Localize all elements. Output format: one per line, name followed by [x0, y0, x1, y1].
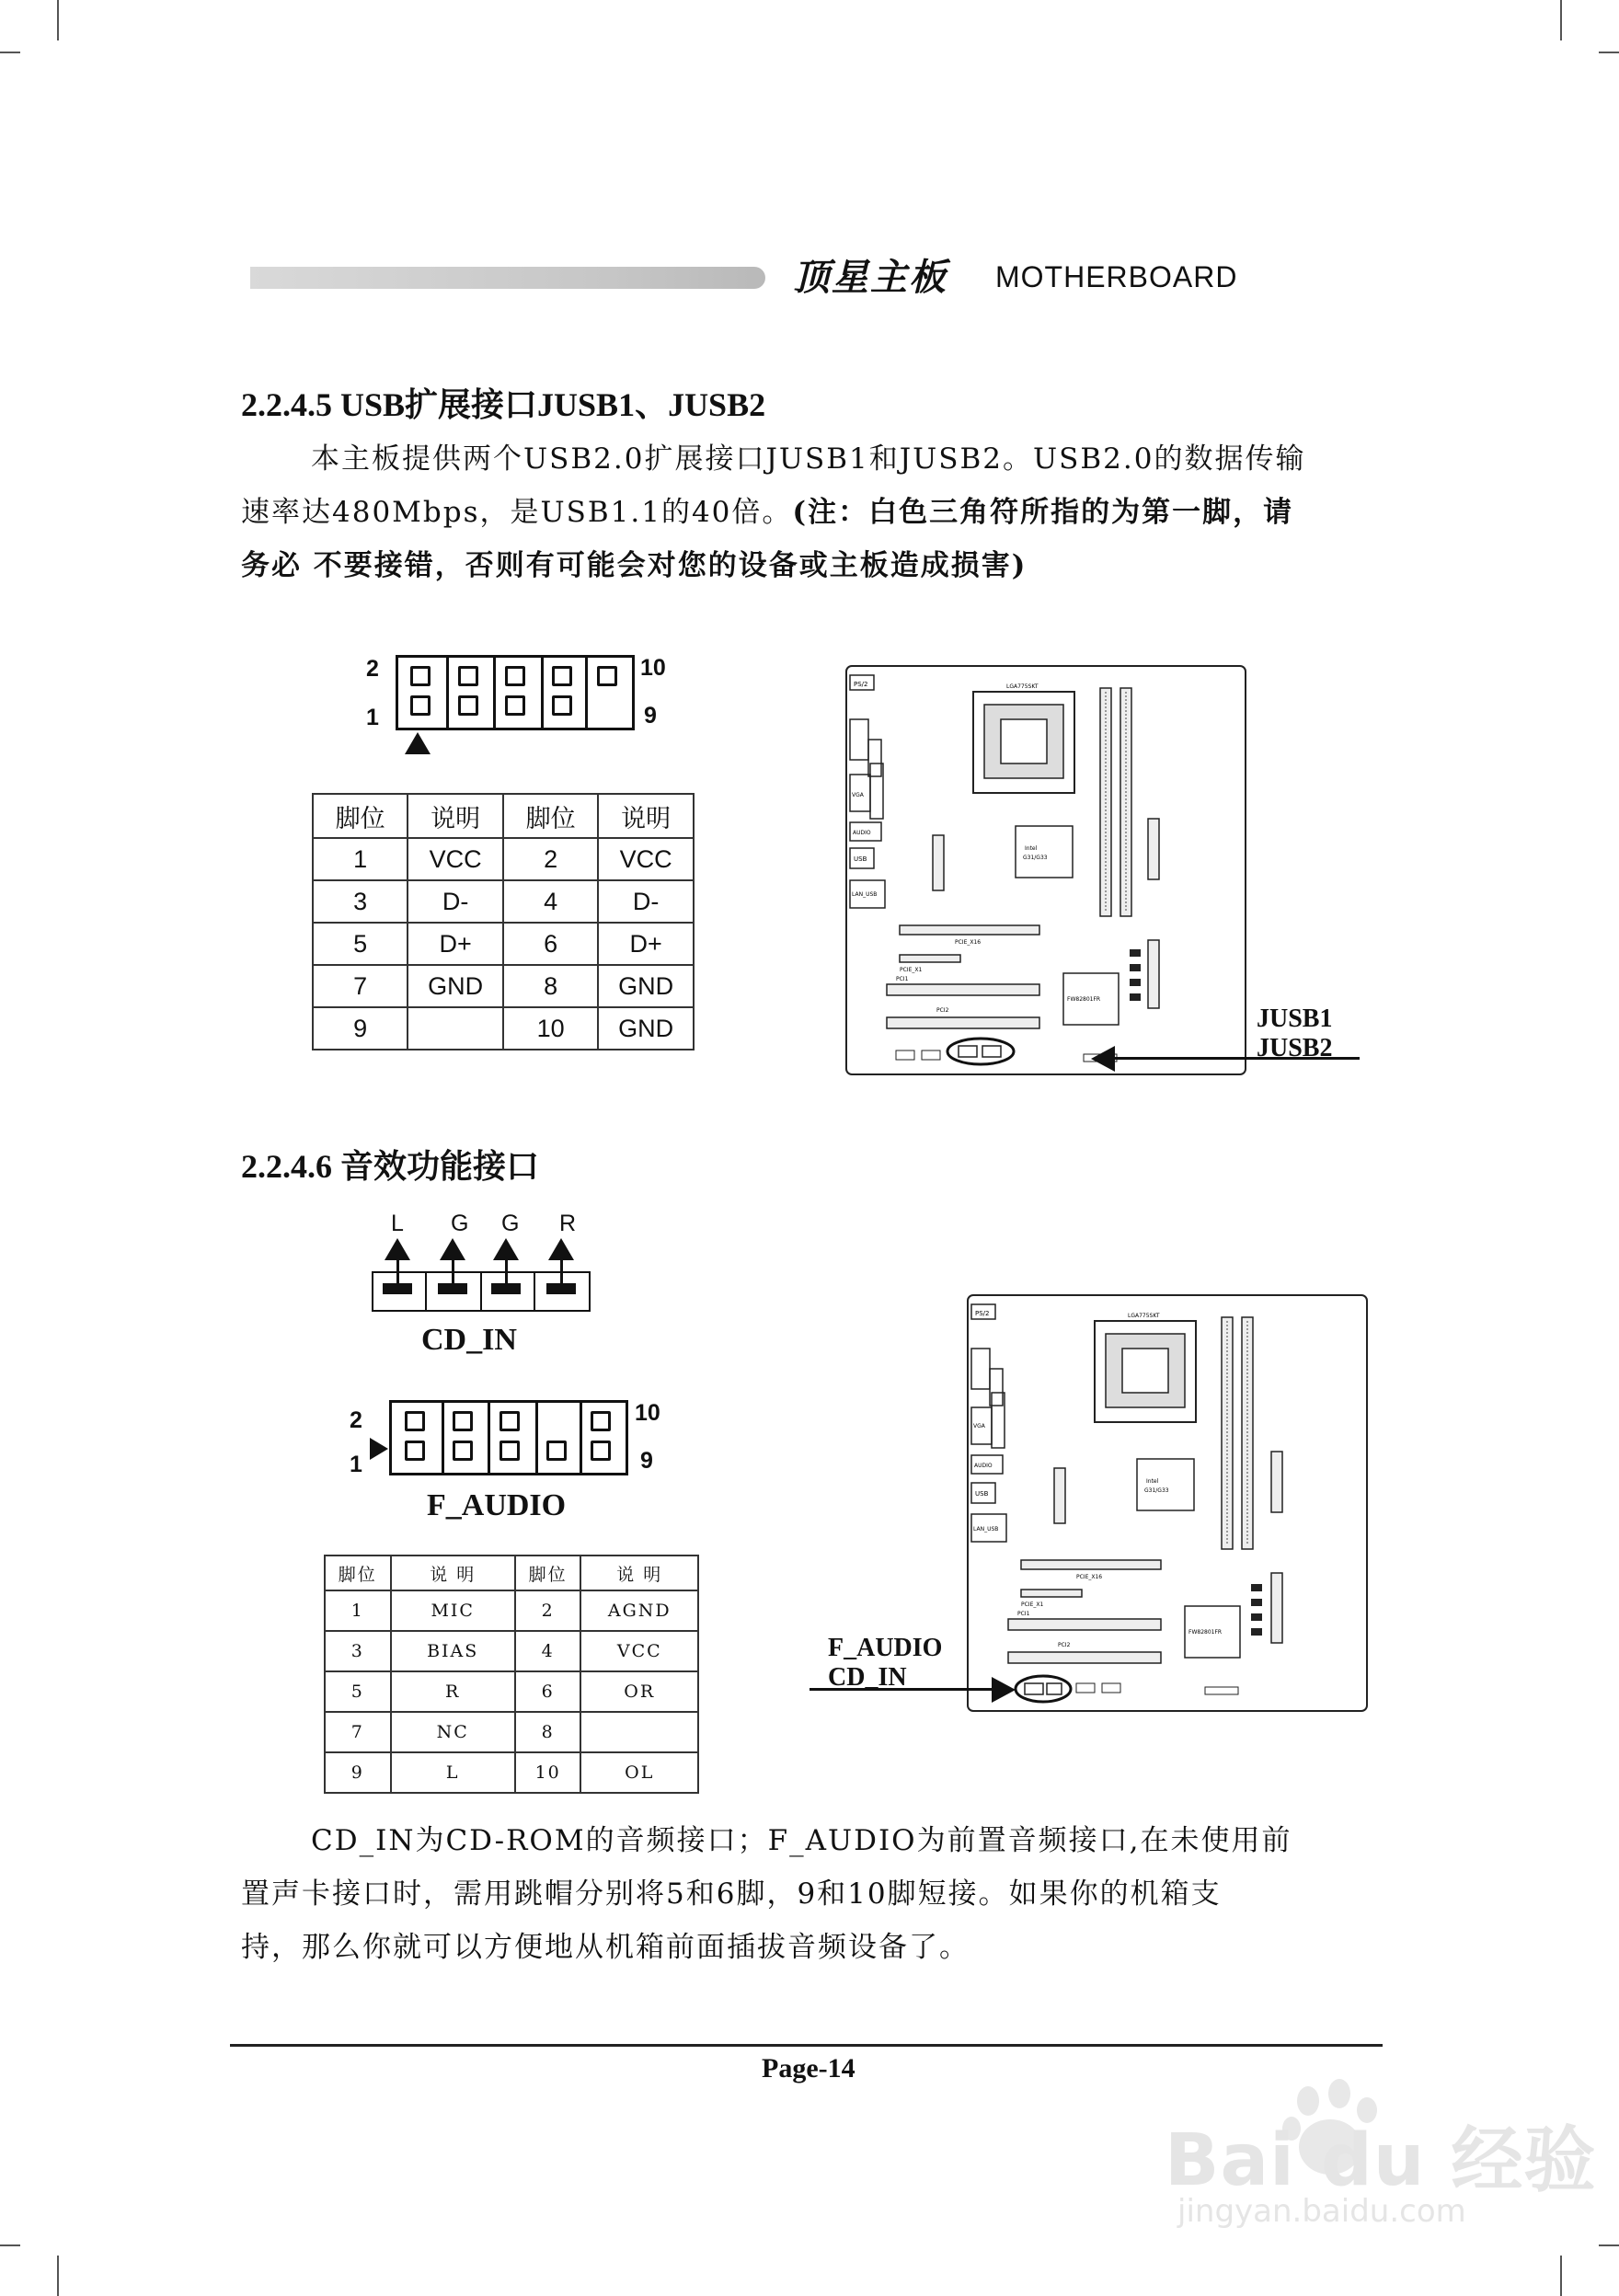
- crop-mark: [0, 52, 20, 53]
- table-cell: D+: [598, 923, 694, 965]
- usb-para-text: 速率达480Mbps，是USB1.1的40倍。: [241, 496, 793, 529]
- table-cell: 8: [503, 965, 598, 1007]
- arrow-stem: [396, 1258, 399, 1284]
- usb-callout-label: JUSB2: [1257, 1034, 1333, 1062]
- table-cell: [408, 1007, 503, 1050]
- table-cell: AGND: [580, 1590, 698, 1631]
- mb-label: VGA: [973, 1423, 985, 1429]
- table-cell: BIAS: [391, 1631, 515, 1671]
- mb-label: LAN_USB: [973, 1526, 999, 1533]
- mb-label: PS/2: [975, 1310, 990, 1317]
- table-cell: 7: [313, 965, 408, 1007]
- audio-para-line: 置声卡接口时，需用跳帽分别将5和6脚，9和10脚短接。如果你的机箱支: [241, 1877, 1222, 1911]
- mb-label: PCI1: [1017, 1611, 1030, 1617]
- table-cell: NC: [391, 1712, 515, 1752]
- usb-pin-divider: [541, 655, 544, 730]
- table-row: [325, 1712, 698, 1752]
- pin-label: 2: [350, 1407, 362, 1433]
- audio-para-line: CD_IN为CD-ROM的音频接口；F_AUDIO为前置音频接口,在未使用前: [311, 1824, 1292, 1857]
- pin-label: 10: [640, 655, 666, 681]
- table-cell: [580, 1712, 698, 1752]
- table-cell: 2: [515, 1590, 581, 1631]
- f-audio-pin: [453, 1411, 473, 1431]
- audio-pin-table: [324, 1555, 699, 1794]
- arrow-up-icon: [493, 1238, 519, 1260]
- usb-callout-arrow-icon: [1091, 1046, 1115, 1072]
- table-cell: 1: [313, 838, 408, 880]
- pin-label: 2: [366, 656, 379, 682]
- motherboard-diagram-audio: [966, 1293, 1369, 1713]
- table-cell: 3: [325, 1631, 391, 1671]
- table-row: [325, 1671, 698, 1712]
- table-header: 说 明: [391, 1556, 515, 1590]
- table-row: [313, 965, 694, 1007]
- arrow-stem: [505, 1258, 508, 1284]
- motherboard-diagram-usb: [844, 664, 1247, 1076]
- usb-pin: [410, 695, 431, 716]
- table-cell: L: [391, 1752, 515, 1793]
- table-row: [313, 1007, 694, 1050]
- cd-in-pin-label: L: [391, 1211, 404, 1236]
- usb-pin: [505, 695, 525, 716]
- usb-para-line: [241, 486, 1382, 539]
- audio-para-line: 持，那么你就可以方便地从机箱前面插拔音频设备了。: [241, 1931, 970, 1964]
- table-cell: MIC: [391, 1590, 515, 1631]
- cd-in-divider: [425, 1271, 427, 1310]
- table-cell: 6: [515, 1671, 581, 1712]
- header-subtitle: MOTHERBOARD: [995, 260, 1238, 293]
- cd-in-pin: [383, 1283, 412, 1294]
- usb-pin: [458, 695, 478, 716]
- audio-section-title: 2.2.4.6 音效功能接口: [241, 1148, 540, 1185]
- table-cell: GND: [598, 1007, 694, 1050]
- f-audio-pin: [499, 1411, 520, 1431]
- audio-callout-arrow-icon: [992, 1677, 1016, 1703]
- table-cell: OR: [580, 1671, 698, 1712]
- cd-in-pin: [546, 1283, 576, 1294]
- pin1-marker-icon: [370, 1438, 388, 1460]
- mb-label: USB: [854, 855, 867, 863]
- mb-label: PCIE_X16: [955, 939, 982, 946]
- cd-in-pin-label: G: [451, 1211, 469, 1236]
- usb-section-title: 2.2.4.5 USB扩展接口JUSB1、JUSB2: [241, 386, 766, 423]
- crop-mark: [1560, 0, 1562, 40]
- table-cell: D-: [408, 880, 503, 923]
- table-cell: D-: [598, 880, 694, 923]
- usb-pin: [410, 666, 431, 686]
- usb-pin-table: [312, 793, 695, 1050]
- mb-label: FW82801FR: [1067, 996, 1101, 1003]
- pin-label: 9: [640, 1448, 653, 1474]
- table-row: [313, 923, 694, 965]
- crop-mark: [1599, 2244, 1619, 2246]
- pin-label: 1: [350, 1452, 362, 1477]
- arrow-up-icon: [440, 1238, 465, 1260]
- cd-in-pin: [438, 1283, 467, 1294]
- table-cell: VCC: [580, 1631, 698, 1671]
- f-audio-pin-divider: [580, 1400, 582, 1474]
- table-row: [325, 1631, 698, 1671]
- table-row: [325, 1752, 698, 1793]
- mb-label: PCI2: [936, 1007, 949, 1014]
- audio-paragraph: [241, 1814, 1382, 1974]
- usb-paragraph: [241, 432, 1382, 592]
- watermark-brand: Bai du 经验: [1165, 2119, 1597, 2202]
- mb-label: LAN_USB: [852, 891, 878, 898]
- f-audio-pin-divider: [488, 1400, 490, 1474]
- table-header: 说明: [598, 794, 694, 838]
- mb-label: PCI2: [1058, 1642, 1071, 1648]
- mb-label: PCIE_X1: [900, 967, 923, 973]
- mb-label: VGA: [852, 792, 864, 798]
- header-bar: [250, 267, 765, 289]
- mb-label: PCIE_X16: [1076, 1574, 1103, 1580]
- f-audio-pin: [405, 1441, 425, 1461]
- crop-mark: [57, 2256, 59, 2296]
- f-audio-pin-divider: [535, 1400, 538, 1474]
- table-row: [313, 880, 694, 923]
- f-audio-pin: [405, 1411, 425, 1431]
- mb-label: G31/G33: [1023, 855, 1048, 861]
- cd-in-divider: [534, 1271, 535, 1310]
- table-header: 脚位: [325, 1556, 391, 1590]
- crop-mark: [1599, 52, 1619, 53]
- pin1-marker-icon: [405, 732, 431, 754]
- usb-pin: [597, 666, 617, 686]
- cd-in-pin-label: R: [559, 1211, 577, 1236]
- table-cell: 9: [325, 1752, 391, 1793]
- mb-label: PS/2: [854, 681, 868, 688]
- f-audio-label: F_AUDIO: [427, 1488, 567, 1522]
- table-header-row: [313, 794, 694, 838]
- table-cell: 1: [325, 1590, 391, 1631]
- pin-label: 1: [366, 705, 379, 730]
- usb-pin-divider: [493, 655, 496, 730]
- table-header: 说明: [408, 794, 503, 838]
- table-cell: 5: [325, 1671, 391, 1712]
- table-header: 脚位: [313, 794, 408, 838]
- usb-pin: [505, 666, 525, 686]
- footer-rule: [230, 2044, 1383, 2047]
- f-audio-pin: [591, 1411, 611, 1431]
- f-audio-pin: [546, 1441, 567, 1461]
- table-cell: 10: [515, 1752, 581, 1793]
- table-cell: 10: [503, 1007, 598, 1050]
- mb-label: AUDIO: [853, 830, 871, 836]
- table-cell: 4: [503, 880, 598, 923]
- cd-in-pin: [491, 1283, 521, 1294]
- mb-label: FW82801FR: [1188, 1629, 1223, 1636]
- table-cell: R: [391, 1671, 515, 1712]
- table-row: [313, 838, 694, 880]
- mb-label: Intel: [1025, 845, 1038, 852]
- header-brand: 顶星主板: [793, 257, 947, 299]
- crop-mark: [1560, 2256, 1562, 2296]
- table-cell: GND: [408, 965, 503, 1007]
- mb-label: PCI1: [896, 976, 909, 982]
- table-cell: 6: [503, 923, 598, 965]
- table-row: [325, 1590, 698, 1631]
- usb-para-note: (注：白色三角符所指的为第一脚，请: [792, 496, 1294, 529]
- mb-label: LGA775SKT: [1006, 683, 1039, 690]
- f-audio-pin: [499, 1441, 520, 1461]
- arrow-stem: [560, 1258, 563, 1284]
- table-cell: 4: [515, 1631, 581, 1671]
- usb-para-note: 务必 不要接错，否则有可能会对您的设备或主板造成损害): [241, 549, 1028, 582]
- usb-callout-label: JUSB1: [1257, 1004, 1333, 1033]
- table-cell: 5: [313, 923, 408, 965]
- mb-label: Intel: [1146, 1478, 1159, 1485]
- watermark-url: jingyan.baidu.com: [1177, 2193, 1466, 2230]
- table-cell: D+: [408, 923, 503, 965]
- table-cell: 7: [325, 1712, 391, 1752]
- crop-mark: [0, 2244, 20, 2246]
- table-cell: 3: [313, 880, 408, 923]
- f-audio-pin-divider: [442, 1400, 444, 1474]
- audio-callout-label: CD_IN: [828, 1663, 907, 1692]
- table-header: 脚位: [503, 794, 598, 838]
- table-header: 脚位: [515, 1556, 581, 1590]
- usb-pin-divider: [446, 655, 449, 730]
- f-audio-pin: [453, 1441, 473, 1461]
- table-cell: 2: [503, 838, 598, 880]
- table-cell: 8: [515, 1712, 581, 1752]
- mb-label: AUDIO: [974, 1463, 993, 1469]
- arrow-stem: [452, 1258, 454, 1284]
- f-audio-pin: [591, 1441, 611, 1461]
- usb-pin: [458, 666, 478, 686]
- mb-label: LGA775SKT: [1128, 1313, 1160, 1319]
- table-cell: VCC: [408, 838, 503, 880]
- mb-label: USB: [975, 1490, 989, 1498]
- usb-pin-divider: [585, 655, 588, 730]
- arrow-up-icon: [385, 1238, 410, 1260]
- mb-label: PCIE_X1: [1021, 1601, 1044, 1608]
- cd-in-pin-label: G: [501, 1211, 520, 1236]
- arrow-up-icon: [548, 1238, 574, 1260]
- table-header: 说 明: [580, 1556, 698, 1590]
- table-cell: 9: [313, 1007, 408, 1050]
- pin-label: 9: [644, 703, 657, 729]
- usb-pin: [552, 666, 572, 686]
- page-number: Page-14: [762, 2053, 855, 2084]
- usb-pin: [552, 695, 572, 716]
- usb-para-line: 本主板提供两个USB2.0扩展接口JUSB1和JUSB2。USB2.0的数据传输: [311, 442, 1306, 476]
- table-cell: GND: [598, 965, 694, 1007]
- audio-callout-label: F_AUDIO: [828, 1634, 943, 1662]
- crop-mark: [57, 0, 59, 40]
- table-header-row: [325, 1556, 698, 1590]
- cd-in-label: CD_IN: [421, 1323, 517, 1357]
- mb-label: G31/G33: [1144, 1487, 1169, 1494]
- table-cell: OL: [580, 1752, 698, 1793]
- cd-in-divider: [480, 1271, 482, 1310]
- table-cell: VCC: [598, 838, 694, 880]
- pin-label: 10: [635, 1400, 660, 1426]
